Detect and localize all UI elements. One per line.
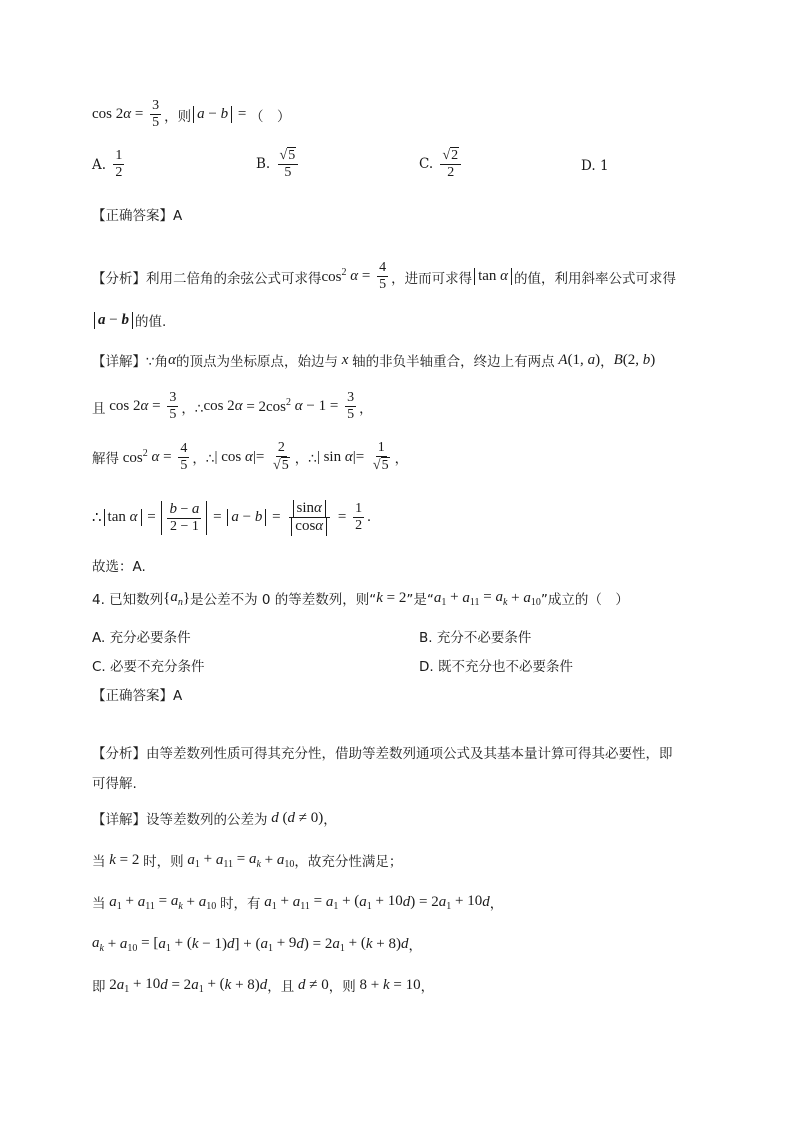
q4-detail-line1: 【详解】 设等差数列的公差为 d ( d ≠ 0) ，	[92, 809, 337, 828]
q4-option-b: B. 充分不必要条件	[419, 630, 532, 646]
q4-detail-line3: 当 a $_1$ + a $_{11}$ = $a_k$ + a $_{10}$ 时，有 a $_1$ + a $_{11}$ = a $_1$ + ( a $_1$ + 10 d ) = 2 a $_1$ + 10 d ，	[92, 892, 504, 912]
q4-stem: 4. 已知数列 { $a_n$ } 是公差不为 0 的等差数列，则“ k = 2 ”是“ a $_1$ + a $_{11}$ = $a_k$ + a $_{10}$ ”成立的（ ）	[92, 588, 629, 608]
q4-analysis-line1: 【分析】 由等差数列性质可得其充分性，借助等差数列通项公式及其基本量计算可得其必要性，即	[92, 746, 673, 762]
q4-option-c: C. 必要不充分条件	[92, 659, 205, 675]
q3-detail-line2: 且 cos 2 α = $\frac{3}{5}$ ，∴ cos 2 α = $2\cos^2$ α − 1 = $\frac{3}{5}$ ，	[92, 390, 373, 423]
q3-analysis-line1: 【分析】 利用二倍角的余弦公式可求得 $\cos^2$ α = $\frac{4}{5}$ ，进而可求得 tan α 的值，利用斜率公式可求得	[92, 260, 677, 293]
q3-detail-line3: 解得 $\cos^2$ α = $\frac{4}{5}$ ，∴ | cos α |= 2 √ 5 ，∴ | sin α |= 1 √ 5 ，	[92, 440, 409, 474]
q4-analysis-line2: 可得解.	[92, 776, 137, 792]
q4-option-a: A. 充分必要条件	[92, 630, 191, 646]
fraction-3-5: $\frac{3}{5}$	[152, 98, 160, 131]
q4-detail-line5: 即 2 a $_1$ + 10 d = 2 a $_1$ + ( k + 8) d ，且 d ≠ 0 ，则 8 + k = 10 ，	[92, 975, 435, 995]
q4-detail-line2: 当 k = 2 时，则 a $_1$ + a $_{11}$ = $a_k$ + a $_{10}$ ，故充分性满足；	[92, 850, 403, 870]
q3-stem: cos 2 α = $\frac{3}{5}$ ，则 a − b = （ ）	[92, 98, 291, 131]
q3-option-d: D. 1	[581, 158, 609, 174]
q3-analysis-line2: a − b 的值.	[92, 310, 714, 330]
q4-answer: 【正确答案】A	[92, 688, 183, 704]
q4-option-d: D. 既不充分也不必要条件	[419, 659, 573, 675]
q3-option-a: A. $\frac{1}{2}$	[92, 148, 123, 181]
q3-conclusion: 故选：A.	[92, 559, 146, 575]
q3-option-c: C. √ 2 2	[419, 147, 464, 181]
q3-option-b: B. √ 5 5	[256, 147, 301, 181]
q3-detail-line4: ∴ tan α = $\frac{b - a}{2 - 1}$ = a − b = sin α cos α = $\frac{1}{2}$ .	[92, 500, 371, 535]
q4-detail-line4: $a_k$ + a $_{10}$ = [ a $_1$ + ( k − 1) d ] + ( a $_1$ + 9 d ) = 2 a $_1$ + ( k + 8) d ，	[92, 934, 422, 954]
q3-detail-line1: 【详解】 ∵角 α 的顶点为坐标原点，始边与 x 轴的非负半轴重合，终边上有两点 A (1, a ) ， B (2, b )	[92, 351, 656, 370]
q3-answer: 【正确答案】A	[92, 208, 183, 224]
